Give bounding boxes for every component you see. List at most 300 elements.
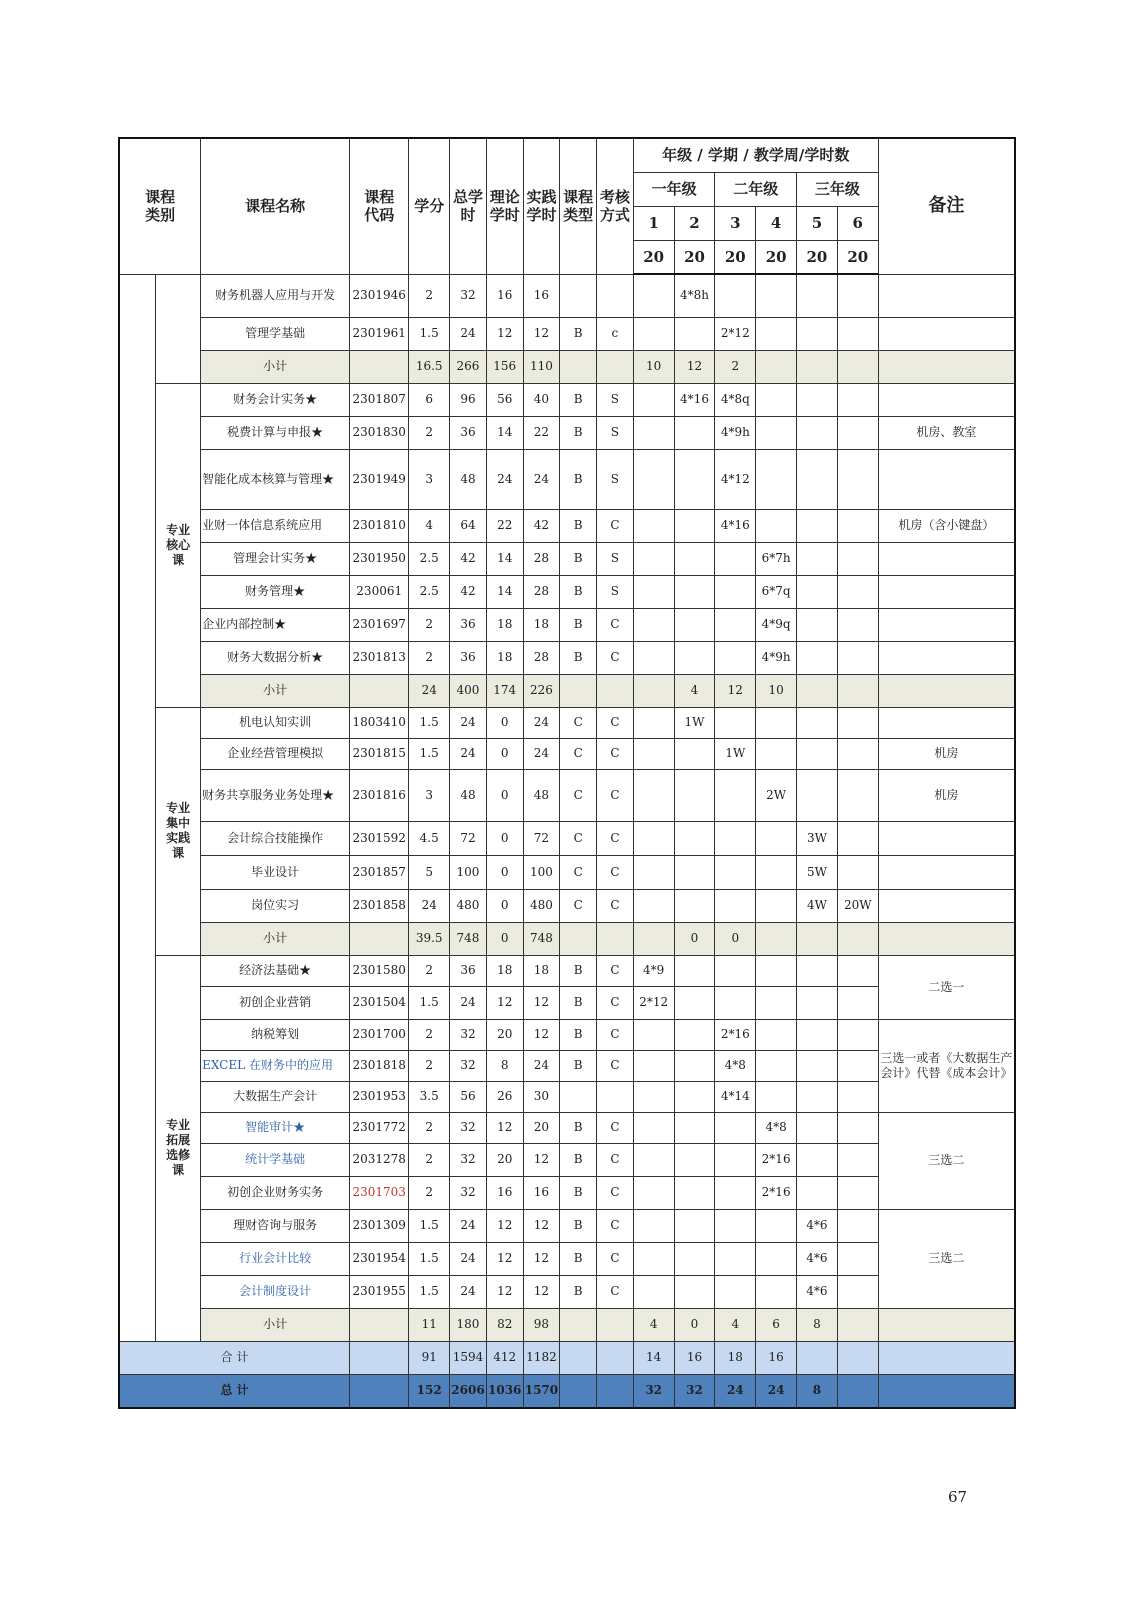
- course-code: 2301818: [350, 1050, 409, 1081]
- cell-value: 4*9q: [756, 608, 797, 641]
- cell-value: [560, 1081, 597, 1112]
- cell-value: 1182: [523, 1341, 560, 1374]
- cell-value: 14: [486, 416, 523, 449]
- cell-value: [633, 738, 674, 769]
- course-name: 初创企业财务实务: [201, 1176, 350, 1209]
- cell-value: [756, 1019, 797, 1050]
- cell-value: C: [560, 855, 597, 889]
- cell-value: C: [597, 769, 634, 821]
- cell-value: 100: [523, 855, 560, 889]
- header-course-type: 课程 类型: [560, 138, 597, 274]
- remark-cell: [878, 889, 1015, 922]
- cell-value: [837, 1209, 878, 1242]
- cell-value: C: [597, 1143, 634, 1176]
- cell-value: [674, 986, 715, 1019]
- cell-value: [837, 1019, 878, 1050]
- cell-value: 24: [486, 449, 523, 509]
- cell-value: [797, 769, 838, 821]
- cell-value: 22: [523, 416, 560, 449]
- cell-value: 24: [450, 707, 487, 738]
- cell-value: 22: [486, 509, 523, 542]
- cell-value: 2.5: [409, 575, 450, 608]
- cell-value: [797, 542, 838, 575]
- cell-value: C: [560, 738, 597, 769]
- cell-value: 36: [450, 608, 487, 641]
- cell-value: [633, 922, 674, 955]
- cell-value: [756, 350, 797, 383]
- cell-value: 2: [409, 1112, 450, 1143]
- header-semester: 5: [797, 206, 838, 240]
- cell-value: 412: [486, 1341, 523, 1374]
- header-semester: 1: [633, 206, 674, 240]
- course-code: 2301949: [350, 449, 409, 509]
- cell-value: 82: [486, 1308, 523, 1341]
- remark-cell: 机房: [878, 738, 1015, 769]
- category-outer: [119, 274, 156, 1341]
- course-code: 2301830: [350, 416, 409, 449]
- cell-value: 1.5: [409, 1209, 450, 1242]
- cell-value: 18: [715, 1341, 756, 1374]
- cell-value: 12: [523, 1209, 560, 1242]
- cell-value: C: [597, 955, 634, 986]
- cell-value: [797, 1143, 838, 1176]
- table-row: [119, 1209, 1015, 1242]
- cell-value: 4*6: [797, 1242, 838, 1275]
- cell-value: 20: [486, 1143, 523, 1176]
- course-name: 管理学基础: [201, 317, 350, 350]
- cell-value: 2: [409, 641, 450, 674]
- cell-value: 2: [409, 608, 450, 641]
- cell-value: [797, 641, 838, 674]
- cell-value: [797, 608, 838, 641]
- cell-value: 16: [523, 1176, 560, 1209]
- cell-value: 24: [756, 1374, 797, 1408]
- cell-value: [837, 986, 878, 1019]
- header-practice-hours: 实践 学时: [523, 138, 560, 274]
- cell-value: B: [560, 986, 597, 1019]
- cell-value: [674, 509, 715, 542]
- cell-value: 180: [450, 1308, 487, 1341]
- cell-value: [797, 416, 838, 449]
- cell-value: [797, 274, 838, 317]
- table-row: [119, 707, 1015, 738]
- remark-cell: [878, 542, 1015, 575]
- cell-value: [797, 575, 838, 608]
- page-number: 67: [948, 1488, 968, 1506]
- cell-value: [674, 641, 715, 674]
- course-name: 业财一体信息系统应用: [201, 509, 350, 542]
- cell-value: [837, 1112, 878, 1143]
- cell-value: [837, 674, 878, 707]
- course-code: [350, 922, 409, 955]
- cell-value: B: [560, 1112, 597, 1143]
- cell-value: [674, 738, 715, 769]
- cell-value: B: [560, 383, 597, 416]
- cell-value: C: [597, 1209, 634, 1242]
- cell-value: 4*8: [756, 1112, 797, 1143]
- cell-value: 16: [486, 1176, 523, 1209]
- cell-value: 4: [633, 1308, 674, 1341]
- cell-value: 4: [715, 1308, 756, 1341]
- cell-value: 42: [523, 509, 560, 542]
- cell-value: 0: [486, 855, 523, 889]
- cell-value: [715, 1112, 756, 1143]
- cell-value: 18: [523, 955, 560, 986]
- cell-value: 2606: [450, 1374, 487, 1408]
- cell-value: [715, 955, 756, 986]
- cell-value: [633, 317, 674, 350]
- cell-value: 24: [523, 738, 560, 769]
- cell-value: 12: [486, 1242, 523, 1275]
- cell-value: 24: [450, 1242, 487, 1275]
- cell-value: [633, 1143, 674, 1176]
- cell-value: [837, 1050, 878, 1081]
- header-credit: 学分: [409, 138, 450, 274]
- cell-value: [756, 1242, 797, 1275]
- cell-value: 2: [409, 1176, 450, 1209]
- remark-cell: [878, 922, 1015, 955]
- cell-value: [633, 274, 674, 317]
- cell-value: [715, 821, 756, 855]
- cell-value: 4*14: [715, 1081, 756, 1112]
- cell-value: [837, 769, 878, 821]
- cell-value: 4*8h: [674, 274, 715, 317]
- cell-value: [756, 509, 797, 542]
- table-row: [119, 889, 1015, 922]
- cell-value: 30: [523, 1081, 560, 1112]
- cell-value: [756, 416, 797, 449]
- course-name: 理财咨询与服务: [201, 1209, 350, 1242]
- cell-value: 1.5: [409, 317, 450, 350]
- cell-value: [715, 608, 756, 641]
- cell-value: [797, 383, 838, 416]
- course-name: 财务机器人应用与开发: [201, 274, 350, 317]
- cell-value: B: [560, 509, 597, 542]
- cell-value: [756, 986, 797, 1019]
- cell-value: C: [597, 707, 634, 738]
- cell-value: 0: [486, 738, 523, 769]
- subtotal-row: [119, 350, 1015, 383]
- cell-value: 4.5: [409, 821, 450, 855]
- cell-value: 4*16: [715, 509, 756, 542]
- cell-value: [674, 889, 715, 922]
- cell-value: 2: [409, 955, 450, 986]
- cell-value: [633, 707, 674, 738]
- cell-value: 18: [486, 955, 523, 986]
- cell-value: [756, 1081, 797, 1112]
- cell-value: 12: [523, 1275, 560, 1308]
- cell-value: 14: [486, 575, 523, 608]
- cell-value: 2W: [756, 769, 797, 821]
- cell-value: 32: [450, 1112, 487, 1143]
- cell-value: [756, 274, 797, 317]
- cell-value: 0: [486, 707, 523, 738]
- cell-value: 24: [450, 317, 487, 350]
- course-code: 2031278: [350, 1143, 409, 1176]
- cell-value: [597, 1374, 634, 1408]
- cell-value: [756, 821, 797, 855]
- cell-value: 12: [674, 350, 715, 383]
- cell-value: 64: [450, 509, 487, 542]
- course-code: [350, 674, 409, 707]
- table-row: [119, 317, 1015, 350]
- cell-value: C: [597, 986, 634, 1019]
- cell-value: 1W: [715, 738, 756, 769]
- cell-value: 24: [523, 707, 560, 738]
- remark-cell: 机房、教室: [878, 416, 1015, 449]
- cell-value: 4*16: [674, 383, 715, 416]
- cell-value: 174: [486, 674, 523, 707]
- cell-value: [837, 1275, 878, 1308]
- header-weeks: 20: [715, 240, 756, 274]
- cell-value: C: [597, 1112, 634, 1143]
- course-name: 企业经营管理模拟: [201, 738, 350, 769]
- cell-value: [837, 575, 878, 608]
- cell-value: 748: [523, 922, 560, 955]
- remark-cell: [878, 1308, 1015, 1341]
- course-name: 财务会计实务★: [201, 383, 350, 416]
- cell-value: 8: [486, 1050, 523, 1081]
- cell-value: 480: [523, 889, 560, 922]
- header-category: 课程 类别: [119, 138, 201, 274]
- cell-value: 266: [450, 350, 487, 383]
- cell-value: [837, 955, 878, 986]
- cell-value: 100: [450, 855, 487, 889]
- course-code: [350, 350, 409, 383]
- cell-value: C: [597, 1019, 634, 1050]
- course-code: 2301946: [350, 274, 409, 317]
- course-name: 小计: [201, 1308, 350, 1341]
- cell-value: [715, 542, 756, 575]
- cell-value: [837, 274, 878, 317]
- cell-value: B: [560, 1050, 597, 1081]
- cell-value: [633, 383, 674, 416]
- cell-value: [633, 1209, 674, 1242]
- cell-value: 42: [450, 575, 487, 608]
- cell-value: 32: [450, 1176, 487, 1209]
- cell-value: 4W: [797, 889, 838, 922]
- cell-value: 4*8q: [715, 383, 756, 416]
- cell-value: [597, 350, 634, 383]
- cell-value: [837, 738, 878, 769]
- cell-value: 1.5: [409, 1242, 450, 1275]
- cell-value: [715, 575, 756, 608]
- cell-value: [837, 608, 878, 641]
- combined-subtotal-row: [119, 1341, 1015, 1374]
- cell-value: 24: [715, 1374, 756, 1408]
- course-code: 2301807: [350, 383, 409, 416]
- course-name: 管理会计实务★: [201, 542, 350, 575]
- cell-value: 6*7q: [756, 575, 797, 608]
- cell-value: [837, 821, 878, 855]
- course-name: 行业会计比较: [201, 1242, 350, 1275]
- cell-value: C: [597, 1275, 634, 1308]
- cell-value: [797, 955, 838, 986]
- cell-value: B: [560, 1143, 597, 1176]
- cell-value: 12: [523, 1019, 560, 1050]
- cell-value: 24: [450, 1275, 487, 1308]
- cell-value: 3.5: [409, 1081, 450, 1112]
- course-code: 2301954: [350, 1242, 409, 1275]
- cell-value: [597, 674, 634, 707]
- cell-value: 2: [409, 1019, 450, 1050]
- cell-value: 4: [409, 509, 450, 542]
- header-weeks: 20: [837, 240, 878, 274]
- cell-value: [797, 317, 838, 350]
- cell-value: [674, 449, 715, 509]
- table-header: [119, 138, 1015, 274]
- course-code: 2301857: [350, 855, 409, 889]
- grand-total-row: [119, 1374, 1015, 1408]
- cell-value: [756, 1275, 797, 1308]
- cell-value: 748: [450, 922, 487, 955]
- cell-value: [797, 350, 838, 383]
- cell-value: [674, 821, 715, 855]
- header-grade-1: 一年级: [633, 172, 715, 206]
- course-code: 2301813: [350, 641, 409, 674]
- cell-value: 2*16: [715, 1019, 756, 1050]
- cell-value: 14: [633, 1341, 674, 1374]
- cell-value: 24: [523, 1050, 560, 1081]
- category-cell: [156, 274, 201, 383]
- table-row: [119, 738, 1015, 769]
- cell-value: [674, 1176, 715, 1209]
- cell-value: 1594: [450, 1341, 487, 1374]
- course-code: 2301592: [350, 821, 409, 855]
- cell-value: C: [597, 641, 634, 674]
- cell-value: [715, 1176, 756, 1209]
- header-grade-title: 年级 / 学期 / 教学周/学时数: [633, 138, 878, 172]
- cell-value: [715, 769, 756, 821]
- cell-value: [597, 1341, 634, 1374]
- cell-value: [756, 1209, 797, 1242]
- cell-value: [715, 274, 756, 317]
- cell-value: 110: [523, 350, 560, 383]
- cell-value: 4*8: [715, 1050, 756, 1081]
- cell-value: 20: [523, 1112, 560, 1143]
- header-theory-hours: 理论 学时: [486, 138, 523, 274]
- cell-value: [837, 1081, 878, 1112]
- cell-value: 11: [409, 1308, 450, 1341]
- cell-value: [633, 674, 674, 707]
- cell-value: [674, 955, 715, 986]
- header-semester: 4: [756, 206, 797, 240]
- cell-value: [797, 707, 838, 738]
- cell-value: 48: [523, 769, 560, 821]
- cell-value: [756, 707, 797, 738]
- header-remark: 备注: [878, 138, 1015, 274]
- course-name: 智能审计★: [201, 1112, 350, 1143]
- cell-value: [633, 1081, 674, 1112]
- cell-value: 20W: [837, 889, 878, 922]
- cell-value: [837, 383, 878, 416]
- table-row: [119, 955, 1015, 986]
- course-name: 企业内部控制★: [201, 608, 350, 641]
- course-schedule-table: [118, 137, 1016, 1409]
- header-total-hours: 总学 时: [450, 138, 487, 274]
- cell-value: [674, 1242, 715, 1275]
- table-row: [119, 1112, 1015, 1143]
- cell-value: B: [560, 1275, 597, 1308]
- cell-value: 91: [409, 1341, 450, 1374]
- remark-cell: [878, 575, 1015, 608]
- cell-value: 3: [409, 769, 450, 821]
- course-name: 会计制度设计: [201, 1275, 350, 1308]
- cell-value: [633, 889, 674, 922]
- course-name: 智能化成本核算与管理★: [201, 449, 350, 509]
- header-course-name: 课程名称: [201, 138, 350, 274]
- cell-value: [797, 986, 838, 1019]
- cell-value: 32: [633, 1374, 674, 1408]
- remark-cell: [878, 641, 1015, 674]
- cell-value: [633, 509, 674, 542]
- cell-value: C: [597, 855, 634, 889]
- cell-value: 40: [523, 383, 560, 416]
- cell-value: 6*7h: [756, 542, 797, 575]
- cell-value: C: [597, 1242, 634, 1275]
- cell-value: B: [560, 1019, 597, 1050]
- course-code: 2301810: [350, 509, 409, 542]
- cell-value: 4*9h: [756, 641, 797, 674]
- remark-cell: [878, 449, 1015, 509]
- course-code: 2301858: [350, 889, 409, 922]
- cell-value: [633, 641, 674, 674]
- course-name: 小计: [201, 922, 350, 955]
- table-row: [119, 1019, 1015, 1050]
- cell-value: S: [597, 383, 634, 416]
- cell-value: [674, 416, 715, 449]
- cell-value: [837, 350, 878, 383]
- cell-value: 2: [409, 1143, 450, 1176]
- cell-value: C: [597, 1176, 634, 1209]
- category-cell: 专业 拓展 选修 课: [156, 955, 201, 1341]
- cell-value: [837, 922, 878, 955]
- cell-value: 226: [523, 674, 560, 707]
- header-grade-2: 二年级: [715, 172, 797, 206]
- cell-value: 0: [715, 922, 756, 955]
- cell-value: 24: [450, 1209, 487, 1242]
- course-name: 小计: [201, 350, 350, 383]
- cell-value: 0: [674, 922, 715, 955]
- table-body: [119, 274, 1015, 1408]
- cell-value: 48: [450, 769, 487, 821]
- cell-value: 2: [715, 350, 756, 383]
- cell-value: 56: [486, 383, 523, 416]
- cell-value: [633, 608, 674, 641]
- remark-cell: [878, 608, 1015, 641]
- table-row: [119, 821, 1015, 855]
- cell-value: [797, 1081, 838, 1112]
- cell-value: [674, 1209, 715, 1242]
- cell-value: [837, 449, 878, 509]
- cell-value: C: [560, 707, 597, 738]
- header-exam-method: 考核 方式: [597, 138, 634, 274]
- cell-value: 6: [409, 383, 450, 416]
- cell-value: [597, 922, 634, 955]
- course-code: 2301816: [350, 769, 409, 821]
- cell-value: [633, 769, 674, 821]
- cell-value: 12: [486, 1275, 523, 1308]
- cell-value: 3W: [797, 821, 838, 855]
- cell-value: 12: [523, 1242, 560, 1275]
- cell-value: [797, 922, 838, 955]
- course-name: 大数据生产会计: [201, 1081, 350, 1112]
- header-semester: 6: [837, 206, 878, 240]
- table-row: [119, 383, 1015, 416]
- cell-value: [797, 1341, 838, 1374]
- cell-value: 24: [409, 674, 450, 707]
- cell-value: 48: [450, 449, 487, 509]
